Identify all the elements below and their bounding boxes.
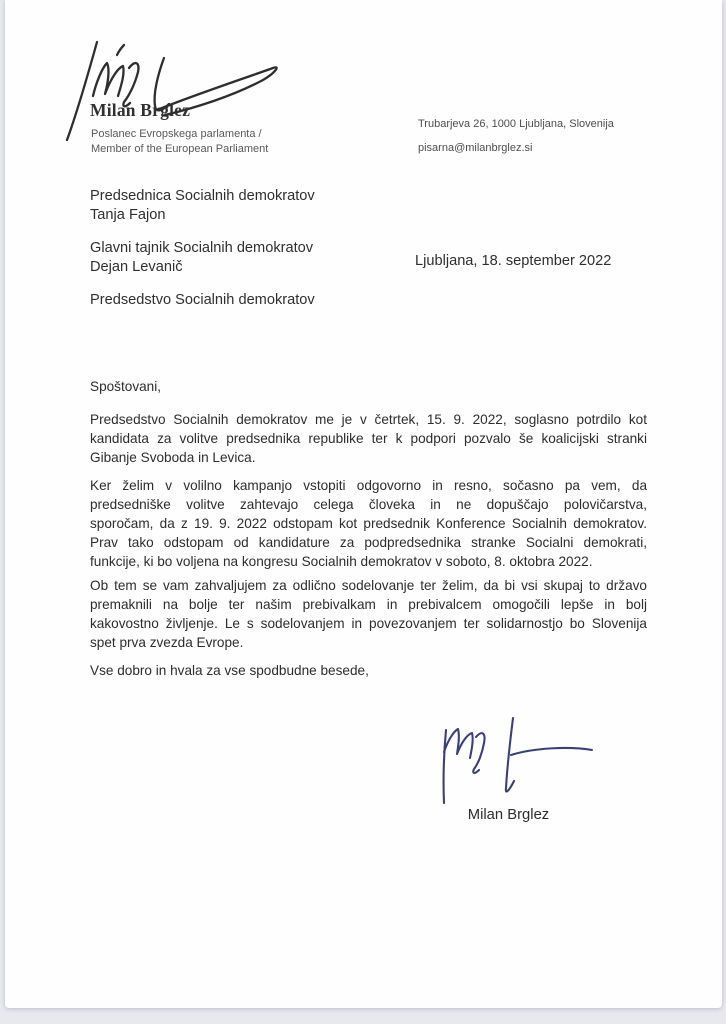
paragraph-line: Gibanje Svoboda in Levica.	[90, 450, 256, 465]
paragraph-line: kakovostno življenje. Le s sodelovanjem in povezovanjem ter solidarnostjo bo Slovenija	[90, 616, 647, 631]
sender-roles	[91, 127, 268, 156]
recipient-group	[90, 291, 315, 310]
recipient-group	[90, 187, 315, 225]
recipient-title: Glavni tajnik Socialnih demokratov	[90, 240, 314, 256]
signer-name: Milan Brglez	[467, 807, 550, 823]
recipient-title: Predsednica Socialnih demokratov	[90, 188, 315, 204]
sender-role-en: Member of the European Parliament	[91, 142, 269, 155]
recipient-name: Dejan Levanič	[90, 259, 183, 275]
paragraph-1	[90, 410, 647, 467]
paragraph-line: Ob tem se vam zahvaljujem za odlično sodelovanje ter želim, da bi vsi skupaj to državo	[90, 578, 647, 593]
closing-line: Vse dobro in hvala za vse spodbudne besede,	[90, 663, 369, 678]
signature-closing-icon	[429, 710, 604, 805]
paragraph-3	[90, 576, 647, 652]
sender-address: Trubarjeva 26, 1000 Ljubljana, Slovenija	[418, 118, 614, 130]
recipient-block	[90, 187, 315, 324]
paragraph-line: Predsedstvo Socialnih demokratov me je v četrtek, 15. 9. 2022, soglasno potrdilo kot	[90, 412, 647, 427]
dateline: Ljubljana, 18. september 2022	[415, 253, 612, 269]
recipient-name: Tanja Fajon	[90, 207, 166, 223]
paragraph-line: spet prva zvezda Evrope.	[90, 635, 244, 650]
recipient-title: Predsedstvo Socialnih demokratov	[90, 292, 315, 308]
paragraph-2	[90, 476, 647, 571]
paragraph-line: predsedniške volitve zahtevajo celega človeka in ne dopuščajo polovičarstva,	[90, 497, 647, 512]
paragraph-line: funkcije, ki bo voljena na kongresu Socialnih demokratov v soboto, 8. oktobra 2022.	[90, 554, 593, 569]
letter-page	[5, 0, 722, 1008]
paragraph-line: premaknili na bolje ter našim prebivalkam in prebivalcem omogočili lepše in bolj	[90, 597, 647, 612]
paragraph-line: kandidata za volitve predsednika republike ter k podpori pozvalo še koalicijski stranki	[90, 431, 647, 446]
recipient-group	[90, 239, 315, 277]
paragraph-line: Ker želim v volilno kampanjo vstopiti odgovorno in resno, sočasno pa vem, da	[90, 478, 647, 493]
paragraph-line: Prav tako odstopam od kandidature za podpredsednika stranke Socialni demokrati,	[90, 535, 647, 550]
sender-name: Milan Brglez	[90, 100, 191, 120]
paragraph-line: sporočam, da z 19. 9. 2022 odstopam kot predsednik Konference Socialnih demokratov.	[90, 516, 647, 531]
salutation: Spoštovani,	[90, 379, 162, 394]
sender-role-sl: Poslanec Evropskega parlamenta /	[91, 128, 262, 140]
sender-email: pisarna@milanbrglez.si	[418, 142, 533, 154]
